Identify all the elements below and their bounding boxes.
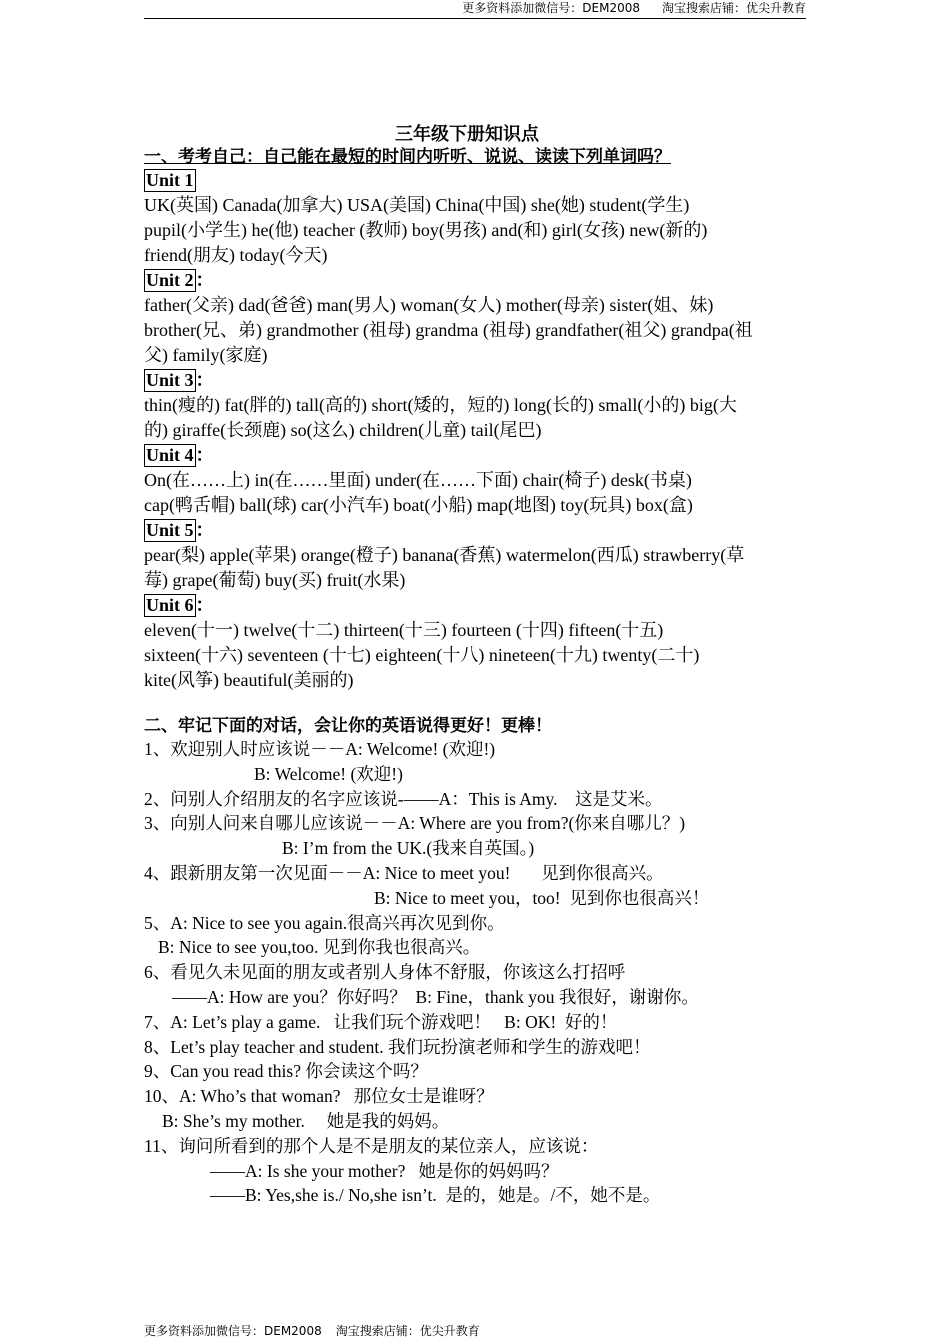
dialogue-line: 3、向别人问来自哪儿应该说－－A: Where are you from?(你来自哪儿？)	[144, 813, 686, 834]
dialogue-line: B: She’s my mother. 她是我的妈妈。	[162, 1110, 450, 1131]
word-line: kite(风筝) beautiful(美丽的)	[144, 670, 354, 690]
page-title: 三年级下册知识点	[395, 124, 539, 145]
spacer	[144, 693, 810, 715]
dialogue-line: 5、A: Nice to see you again.很高兴再次见到你。	[144, 912, 505, 933]
dialogue-line: B: I’m from the UK.(我来自英国。)	[282, 838, 535, 859]
document-body	[144, 124, 810, 1208]
unit-label-suffix: ：	[195, 595, 214, 615]
word-line: On(在……上) in(在……里面) under(在……下面) chair(椅子) desk(书桌)	[144, 470, 692, 490]
header-wechat-text: 更多资料添加微信号：DEM2008	[462, 1, 640, 15]
page-footer	[144, 1322, 480, 1339]
word-line: cap(鸭舌帽) ball(球) car(小汽车) boat(小船) map(地图) toy(玩具) box(盒)	[144, 495, 693, 515]
dialogue-line: 10、A: Who’s that woman? 那位女士是谁呀？	[144, 1086, 494, 1107]
dialogue-line: ——A: Is she your mother? 她是你的妈妈吗？	[210, 1160, 559, 1181]
word-line: 的) giraffe(长颈鹿) so(这么) children(儿童) tail(尾巴)	[144, 420, 542, 440]
word-line: 莓) grape(葡萄) buy(买) fruit(水果)	[144, 570, 406, 590]
footer-shop-text: 淘宝搜索店铺：优尖升教育	[335, 1324, 480, 1338]
unit-block	[144, 518, 810, 593]
dialogue-line: ——B: Yes,she is./ No,she isn’t. 是的，她是。/不，她不是。	[210, 1185, 661, 1206]
word-line: pear(梨) apple(苹果) orange(橙子) banana(香蕉) watermelon(西瓜) strawberry(草	[144, 545, 745, 565]
dialogue-line: 7、A: Let’s play a game. 让我们玩个游戏吧！ B: OK! 好的！	[144, 1011, 618, 1032]
section1-heading: 一、考考自己：自己能在最短的时间内听听、说说、读读下列单词吗？	[144, 147, 671, 167]
word-line: 父) family(家庭)	[144, 345, 268, 365]
dialogue-line: B: Welcome! (欢迎!)	[254, 763, 403, 784]
dialogue-line: 2、问别人介绍朋友的名字应该说-——A：This is Amy. 这是艾米。	[144, 788, 663, 809]
word-line: brother(兄、弟) grandmother (祖母) grandma (祖母) grandfather(祖父) grandpa(祖	[144, 320, 753, 340]
unit-label: Unit 5	[146, 520, 194, 540]
dialogue-line: 11、询问所看到的那个人是不是朋友的某位亲人，应该说：	[144, 1135, 599, 1156]
dialogue-line: 6、看见久未见面的朋友或者别人身体不舒服，你该这么打招呼	[144, 962, 626, 983]
page-header	[144, 0, 806, 19]
unit-block	[144, 168, 810, 268]
dialogue-line: 9、Can you read this? 你会读这个吗？	[144, 1061, 428, 1082]
header-shop-text: 淘宝搜索店铺：优尖升教育	[661, 1, 806, 15]
word-line: father(父亲) dad(爸爸) man(男人) woman(女人) mother(母亲) sister(姐、妹)	[144, 295, 714, 315]
unit-label-suffix: ：	[195, 445, 214, 465]
dialogue-line: B: Nice to see you,too. 见到你我也很高兴。	[158, 937, 481, 958]
dialogue-line: B: Nice to meet you，too! 见到你也很高兴！	[374, 887, 710, 908]
unit-label: Unit 3	[146, 370, 194, 390]
unit-label: Unit 6	[146, 595, 194, 615]
dialogue-line: ——A: How are you？你好吗？ B: Fine，thank you 我很好，谢谢你。	[172, 986, 699, 1007]
dialogue-line: 4、跟新朋友第一次见面－－A: Nice to meet you! 见到你很高兴。	[144, 862, 664, 883]
unit-label-suffix: ：	[195, 370, 214, 390]
unit-label: Unit 1	[146, 170, 194, 190]
unit-label-suffix: ：	[195, 270, 214, 290]
unit-label-suffix: ：	[195, 520, 214, 540]
dialogue-line: 1、欢迎别人时应该说－－A: Welcome! (欢迎!)	[144, 739, 496, 759]
footer-wechat-text: 更多资料添加微信号：DEM2008	[144, 1324, 322, 1338]
word-line: sixteen(十六) seventeen (十七) eighteen(十八) nineteen(十九) twenty(二十)	[144, 645, 700, 665]
word-line: pupil(小学生) he(他) teacher (教师) boy(男孩) and(和) girl(女孩) new(新的)	[144, 220, 708, 240]
unit-block	[144, 593, 810, 693]
unit-label: Unit 4	[146, 445, 194, 465]
unit-block	[144, 368, 810, 443]
word-line: friend(朋友) today(今天)	[144, 245, 328, 265]
unit-block	[144, 268, 810, 368]
dialogue-line: 8、Let’s play teacher and student. 我们玩扮演老师和学生的游戏吧！	[144, 1036, 651, 1057]
unit-label: Unit 2	[146, 270, 194, 290]
word-line: eleven(十一) twelve(十二) thirteen(十三) fourteen (十四) fifteen(十五)	[144, 620, 664, 640]
word-line: thin(瘦的) fat(胖的) tall(高的) short(矮的，短的) long(长的) small(小的) big(大	[144, 395, 737, 415]
unit-block	[144, 443, 810, 518]
section2-heading: 二、牢记下面的对话，会让你的英语说得更好！更棒！	[144, 716, 552, 736]
word-line: UK(英国) Canada(加拿大) USA(美国) China(中国) she(她) student(学生)	[144, 195, 690, 215]
